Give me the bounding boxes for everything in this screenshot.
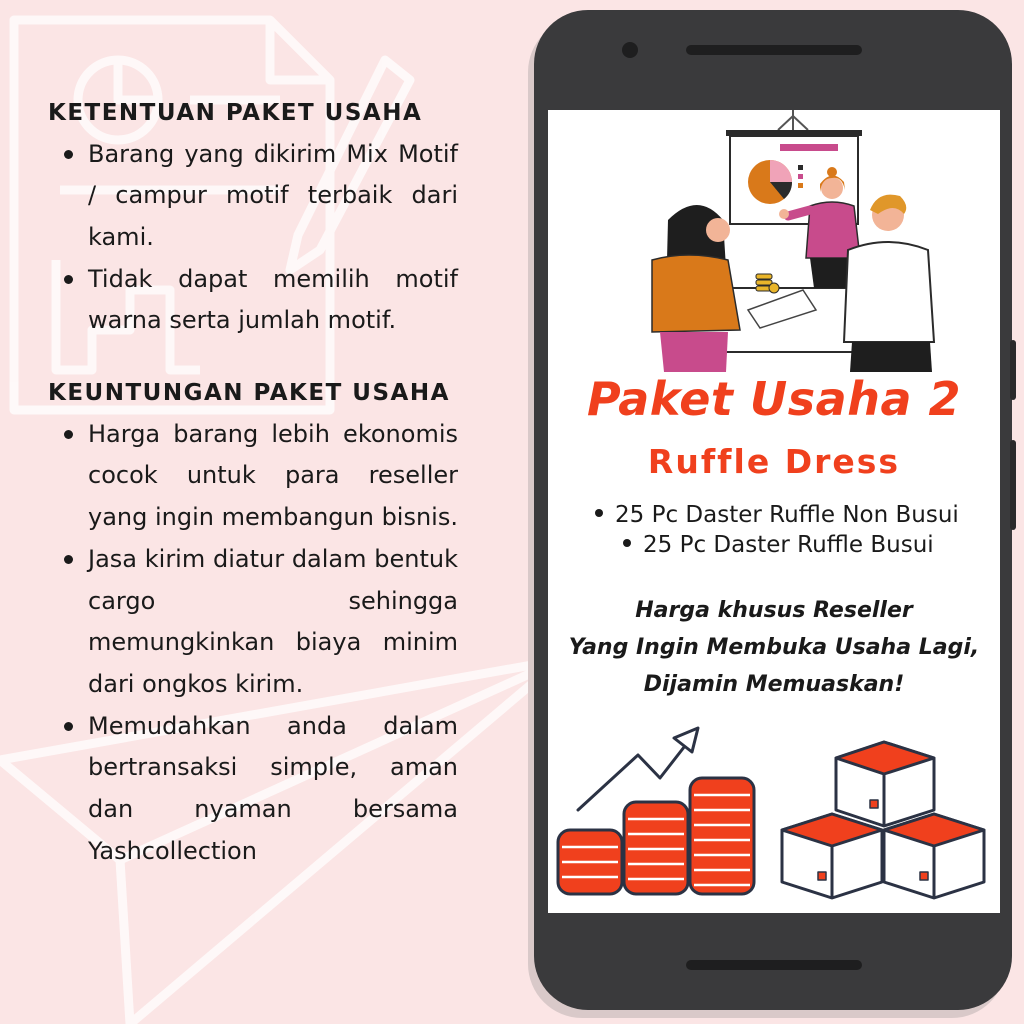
speaker-top	[686, 45, 862, 55]
promo-subtitle: Ruffle Dress	[647, 442, 901, 481]
power-button	[1010, 440, 1016, 530]
tagline-line: Yang Ingin Membuka Usaha Lagi,	[568, 635, 980, 660]
item-label: 25 Pc Daster Ruffle Busui	[643, 532, 934, 558]
list-item: Tidak dapat memilih motif warna serta jumlah motif.	[48, 259, 458, 342]
list-item: Barang yang dikirim Mix Motif / campur motif terbaik dari kami.	[48, 134, 458, 259]
tagline	[548, 592, 1000, 703]
bullet-icon	[623, 539, 631, 547]
phone-screen	[548, 110, 1000, 913]
terms-list	[48, 134, 458, 343]
package-items	[548, 500, 1000, 560]
profit-heading: KEUNTUNGAN PAKET USAHA	[48, 380, 450, 407]
speaker-bottom	[686, 960, 862, 970]
bullet-icon	[595, 509, 603, 517]
list-item	[548, 530, 1000, 560]
tagline-line: Dijamin Memuaskan!	[643, 672, 905, 697]
profit-list	[48, 414, 458, 873]
terms-heading: KETENTUAN PAKET USAHA	[48, 100, 423, 126]
growth-coins-icon	[558, 728, 754, 894]
boxes-icon	[782, 742, 984, 898]
list-item: Memudahkan anda dalam bertransaksi simple, aman dan nyaman bersama Yashcollection	[48, 706, 458, 873]
list-item: Harga barang lebih ekonomis cocok untuk para reseller yang ingin membangun bisnis.	[48, 414, 458, 539]
tagline-line: Harga khusus Reseller	[635, 598, 913, 623]
left-text-column	[48, 100, 458, 872]
promo-title: Paket Usaha 2	[586, 372, 962, 426]
camera-icon	[622, 42, 638, 58]
item-label: 25 Pc Daster Ruffle Non Busui	[615, 502, 959, 528]
list-item	[548, 500, 1000, 530]
list-item: Jasa kirim diatur dalam bentuk cargo sehingga memungkinkan biaya minim dari ongkos kirim.	[48, 539, 458, 706]
presentation-illustration	[652, 110, 934, 372]
volume-button	[1010, 340, 1016, 400]
